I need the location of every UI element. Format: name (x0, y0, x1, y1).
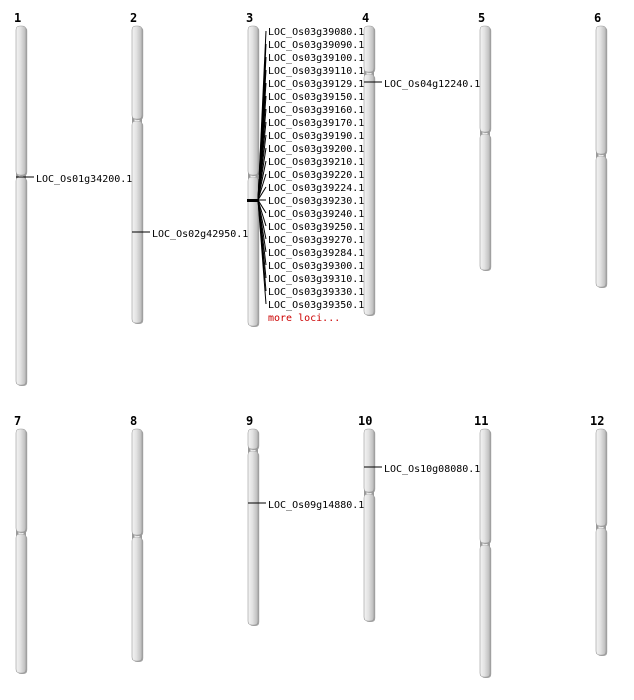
chromosome-11 (480, 429, 491, 678)
locus-label[interactable]: LOC_Os03g39270.1 (268, 235, 365, 246)
chromosome-label-8: 8 (130, 414, 138, 428)
chromosome-4 (364, 26, 375, 316)
chromosome-label-9: 9 (246, 414, 254, 428)
chromosome-8 (132, 429, 143, 662)
chromosome-long-arm (596, 528, 606, 655)
chromosome-short-arm (364, 26, 374, 72)
locus-label[interactable]: LOC_Os03g39150.1 (268, 92, 365, 103)
locus-label[interactable]: LOC_Os03g39210.1 (268, 157, 365, 168)
locus-label[interactable]: LOC_Os03g39224.1 (268, 183, 365, 194)
chromosome-9 (248, 429, 259, 626)
locus-label[interactable]: LOC_Os10g08080.1 (384, 464, 481, 475)
locus-label[interactable]: LOC_Os03g39250.1 (268, 222, 365, 233)
locus-label[interactable]: LOC_Os03g39220.1 (268, 170, 365, 181)
chromosome-short-arm (480, 26, 490, 132)
chromosome-short-arm (132, 26, 142, 119)
chromosome-short-arm (364, 429, 374, 492)
locus-label[interactable]: LOC_Os03g39110.1 (268, 66, 365, 77)
chromosome-long-arm (596, 156, 606, 287)
locus-label[interactable]: LOC_Os03g39284.1 (268, 248, 365, 259)
chromosome-label-1: 1 (14, 11, 22, 25)
chromosome-label-5: 5 (478, 11, 486, 25)
chromosome-long-arm (132, 537, 142, 661)
locus-label[interactable]: LOC_Os03g39330.1 (268, 287, 365, 298)
locus-label[interactable]: LOC_Os09g14880.1 (268, 500, 365, 511)
chromosome-2 (132, 26, 143, 324)
chromosome-long-arm (248, 451, 258, 625)
chromosome-label-2: 2 (130, 11, 138, 25)
locus-label[interactable]: LOC_Os03g39170.1 (268, 118, 365, 129)
chromosome-6 (596, 26, 607, 288)
locus-label[interactable]: LOC_Os01g34200.1 (36, 174, 133, 185)
chromosome-short-arm (16, 26, 26, 175)
chromosome-short-arm (248, 26, 258, 175)
chromosome-label-3: 3 (246, 11, 254, 25)
chromosome-long-arm (16, 534, 26, 673)
chromosome-short-arm (596, 429, 606, 526)
chromosome-short-arm (596, 26, 606, 154)
locus-label[interactable]: LOC_Os04g12240.1 (384, 79, 481, 90)
locus-label[interactable]: LOC_Os03g39129.1 (268, 79, 365, 90)
chromosome-long-arm (364, 74, 374, 315)
chromosome-short-arm (248, 429, 258, 449)
chromosome-long-arm (480, 134, 490, 270)
locus-label[interactable]: LOC_Os03g39190.1 (268, 131, 365, 142)
chromosome-5 (480, 26, 491, 271)
chromosome-label-7: 7 (14, 414, 22, 428)
chromosome-1 (16, 26, 27, 386)
chromosome-10 (364, 429, 375, 622)
locus-label[interactable]: LOC_Os03g39300.1 (268, 261, 365, 272)
locus-label[interactable]: LOC_Os03g39230.1 (268, 196, 365, 207)
locus-label[interactable]: LOC_Os03g39160.1 (268, 105, 365, 116)
chromosome-short-arm (132, 429, 142, 535)
chromosome-label-12: 12 (590, 414, 605, 428)
locus-label[interactable]: LOC_Os03g39310.1 (268, 274, 365, 285)
more-loci-link[interactable]: more loci... (268, 313, 341, 324)
chromosome-label-6: 6 (594, 11, 602, 25)
chromosome-7 (16, 429, 27, 674)
chromosome-long-arm (364, 494, 374, 621)
chromosome-long-arm (480, 545, 490, 677)
locus-label[interactable]: LOC_Os02g42950.1 (152, 229, 249, 240)
chromosome-label-11: 11 (474, 414, 489, 428)
locus-label[interactable]: LOC_Os03g39080.1 (268, 27, 365, 38)
locus-label[interactable]: LOC_Os03g39350.1 (268, 300, 365, 311)
chromosome-12 (596, 429, 607, 656)
chromosome-long-arm (132, 121, 142, 323)
chromosome-label-4: 4 (362, 11, 370, 25)
locus-cluster-band-chr3 (247, 199, 259, 202)
chromosome-short-arm (480, 429, 490, 543)
chromosome-3 (248, 26, 259, 327)
chromosome-short-arm (16, 429, 26, 532)
locus-label[interactable]: LOC_Os03g39100.1 (268, 53, 365, 64)
locus-label[interactable]: LOC_Os03g39090.1 (268, 40, 365, 51)
locus-label[interactable]: LOC_Os03g39200.1 (268, 144, 365, 155)
locus-label[interactable]: LOC_Os03g39240.1 (268, 209, 365, 220)
chromosome-long-arm (16, 177, 26, 385)
chromosome-label-10: 10 (358, 414, 373, 428)
